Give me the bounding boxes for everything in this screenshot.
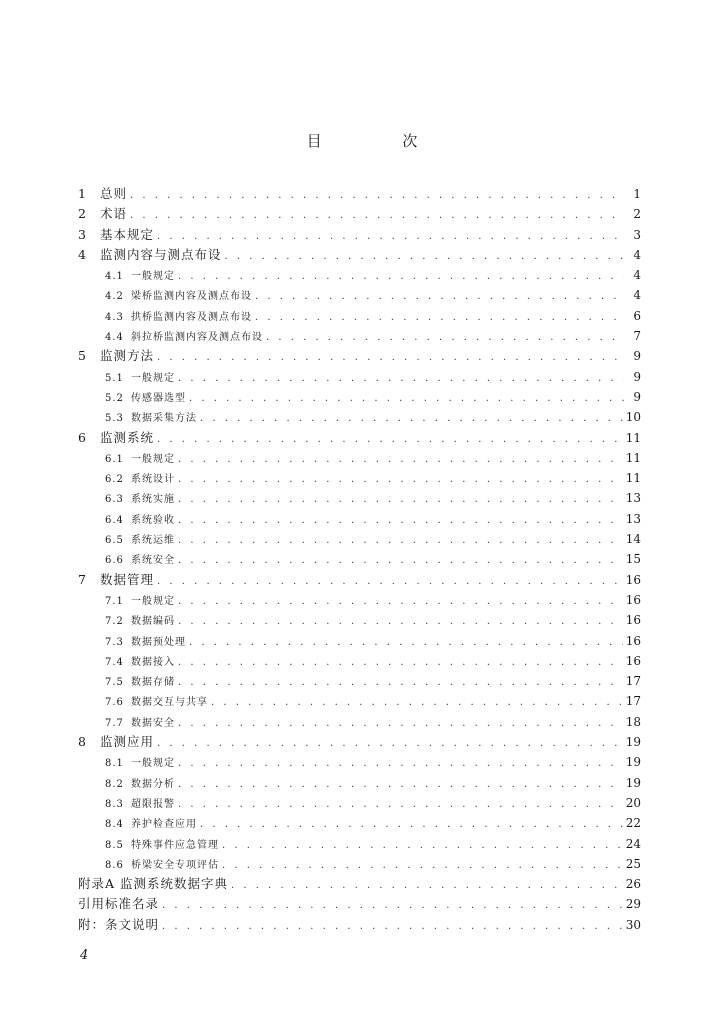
toc-entry-title: 传感器选型 (131, 392, 186, 404)
toc-entry-page: 11 (625, 471, 641, 486)
toc-entry-page: 13 (625, 491, 641, 506)
toc-entry[interactable] (78, 225, 641, 245)
toc-entry-title: 附录A 监测系统数据字典 (78, 876, 229, 892)
toc-entry[interactable] (78, 712, 641, 732)
toc-entry[interactable] (78, 691, 641, 711)
toc-leader-dots (255, 308, 624, 328)
toc-entry[interactable] (78, 732, 641, 752)
toc-entry[interactable] (78, 387, 641, 407)
toc-entry-page: 15 (625, 552, 641, 567)
toc-entry-title: 系统运维 (131, 535, 175, 547)
toc-entry-title: 基本规定 (100, 226, 155, 242)
toc-leader-dots (178, 490, 623, 510)
toc-entry-page: 3 (633, 227, 641, 242)
toc-entry-page: 19 (625, 735, 641, 750)
toc-entry[interactable] (78, 265, 641, 285)
toc-entry-number: 6.1 (105, 453, 124, 465)
toc-leader-dots (222, 856, 623, 876)
toc-entry-title: 监测应用 (100, 734, 155, 750)
toc-entry-page: 11 (625, 430, 641, 445)
toc-leader-dots (178, 592, 623, 612)
toc-entry-title: 数据预处理 (131, 636, 186, 648)
toc-entry-title: 一般规定 (131, 595, 175, 607)
toc-entry[interactable] (78, 671, 641, 691)
toc-entry-title: 附：条文说明 (78, 916, 160, 932)
toc-leader-dots (178, 754, 623, 774)
toc-entry-page: 10 (625, 410, 641, 425)
toc-entry-title: 监测系统 (100, 429, 155, 445)
toc-leader-dots (157, 430, 623, 450)
toc-entry-page: 4 (633, 268, 641, 283)
toc-entry[interactable] (78, 346, 641, 366)
toc-leader-dots (178, 531, 623, 551)
toc-leader-dots (178, 653, 623, 673)
toc-entry-page: 16 (625, 633, 641, 648)
toc-entry[interactable] (78, 651, 641, 671)
toc-entry-title: 一般规定 (131, 372, 175, 384)
toc-entry-number: 7.1 (105, 595, 124, 607)
toc-entry[interactable] (78, 306, 641, 326)
toc-entry-title: 养护检查应用 (131, 819, 197, 831)
toc-entry[interactable] (78, 854, 641, 874)
toc-entry-title: 梁桥监测内容及测点布设 (131, 291, 252, 303)
toc-entry-number: 6.6 (105, 555, 124, 567)
toc-leader-dots (222, 836, 623, 856)
toc-entry-title: 数据交互与共享 (131, 697, 208, 709)
toc-entry-page: 4 (633, 247, 641, 262)
toc-entry[interactable] (78, 813, 641, 833)
toc-entry-page: 2 (633, 207, 641, 222)
toc-entry-number: 7 (78, 571, 86, 587)
toc-leader-dots (200, 815, 623, 835)
toc-entry[interactable] (78, 834, 641, 854)
toc-entry-number: 5.1 (105, 372, 124, 384)
toc-entry-page: 19 (625, 775, 641, 790)
toc-entry-number: 7.6 (105, 697, 124, 709)
toc-entry-number: 8.3 (105, 798, 124, 810)
toc-entry-number: 4.2 (105, 291, 124, 303)
toc-entry-number: 8.5 (105, 839, 124, 851)
toc-entry-number: 5.3 (105, 413, 124, 425)
toc-entry[interactable] (78, 407, 641, 427)
toc-entry-number: 6.2 (105, 474, 124, 486)
toc-entry-page: 9 (633, 369, 641, 384)
toc-leader-dots (189, 633, 623, 653)
toc-entry[interactable] (78, 570, 641, 590)
toc-entry-title: 监测内容与测点布设 (100, 246, 222, 262)
toc-leader-dots (200, 409, 623, 429)
toc-entry-title: 一般规定 (131, 453, 175, 465)
toc-leader-dots (162, 896, 623, 916)
toc-entry-title: 监测方法 (100, 348, 155, 364)
toc-entry-page: 30 (625, 917, 641, 932)
toc-leader-dots (178, 511, 623, 531)
toc-leader-dots (266, 328, 624, 348)
toc-entry[interactable] (78, 793, 641, 813)
toc-entry-number: 7.4 (105, 656, 124, 668)
toc-entry-title: 一般规定 (131, 758, 175, 770)
toc-entry-number: 4.3 (105, 311, 124, 323)
toc-leader-dots (157, 572, 623, 592)
toc-entry-title: 特殊事件应急管理 (131, 839, 219, 851)
page-title: 目 次 (306, 132, 456, 150)
toc-entry-title: 拱桥监测内容及测点布设 (131, 311, 252, 323)
toc-entry-page: 14 (625, 532, 641, 547)
toc-entry-number: 2 (78, 206, 86, 222)
toc-entry-title: 系统验收 (131, 514, 175, 526)
toc-entry-title: 数据编码 (131, 616, 175, 628)
toc-leader-dots (211, 693, 623, 713)
toc-entry-number: 3 (78, 226, 86, 242)
toc-entry-page: 17 (625, 694, 641, 709)
toc-entry[interactable] (78, 590, 641, 610)
toc-entry-title: 数据安全 (131, 717, 175, 729)
toc-entry-page: 22 (625, 816, 641, 831)
toc-entry[interactable] (78, 529, 641, 549)
toc-entry-page: 16 (625, 653, 641, 668)
toc-entry-title: 总则 (100, 186, 128, 201)
toc-leader-dots (178, 470, 623, 490)
toc-entry-page: 11 (625, 450, 641, 465)
toc-entry-page: 16 (625, 572, 641, 587)
toc-entry[interactable] (78, 631, 641, 651)
toc-entry-number: 6 (78, 429, 86, 445)
toc-entry[interactable] (78, 874, 641, 894)
toc-entry-number: 8.2 (105, 778, 124, 790)
toc-entry-number: 8.4 (105, 819, 124, 831)
toc-entry-number: 7.3 (105, 636, 124, 648)
toc-entry-number: 6.5 (105, 535, 124, 547)
toc-entry-title: 桥梁安全专项评估 (131, 859, 219, 871)
toc-leader-dots (178, 450, 623, 470)
toc-entry-page: 17 (625, 674, 641, 689)
toc-leader-dots (157, 227, 624, 247)
toc-entry-number: 8.1 (105, 758, 124, 770)
toc-entry-title: 数据采集方法 (131, 413, 197, 425)
toc-entry[interactable] (78, 549, 641, 569)
toc-entry[interactable] (78, 773, 641, 793)
toc-entry-title: 术语 (100, 206, 128, 222)
toc-entry[interactable] (78, 894, 641, 914)
toc-entry-title: 系统安全 (131, 555, 175, 567)
toc-leader-dots (178, 775, 623, 795)
toc-entry-page: 9 (633, 389, 641, 404)
toc-entry-page: 9 (633, 349, 641, 364)
toc-leader-dots (255, 287, 624, 307)
toc-entry-number: 6.4 (105, 514, 124, 526)
toc-entry-title: 超限报警 (131, 798, 175, 810)
toc-entry-title: 数据分析 (131, 778, 175, 790)
toc-entry-title: 数据存储 (131, 677, 175, 689)
toc-entry-number: 8.6 (105, 859, 124, 871)
toc-leader-dots (178, 714, 623, 734)
toc-leader-dots (178, 267, 624, 287)
toc-entry-page: 25 (625, 856, 641, 871)
toc-entry-number: 8 (78, 734, 86, 750)
toc-entry-page: 6 (633, 308, 641, 323)
toc-entry-number: 6.3 (105, 494, 124, 506)
toc-entry-title: 斜拉桥监测内容及测点布设 (131, 332, 263, 344)
page-number: 4 (80, 948, 89, 963)
toc-entry[interactable] (78, 509, 641, 529)
toc-entry-page: 13 (625, 511, 641, 526)
toc-entry-page: 20 (625, 795, 641, 810)
toc-leader-dots (178, 369, 624, 389)
toc-entry-number: 7.5 (105, 677, 124, 689)
toc-entry[interactable] (78, 915, 641, 935)
toc-entry-title: 系统实施 (131, 494, 175, 506)
toc-entry-page: 19 (625, 755, 641, 770)
toc-entry-number: 4 (78, 246, 86, 262)
toc-entry-title: 引用标准名录 (78, 896, 160, 912)
toc-leader-dots (178, 612, 623, 632)
toc-entry[interactable] (78, 752, 641, 772)
toc-entry-page: 16 (625, 592, 641, 607)
toc-leader-dots (189, 389, 624, 409)
toc-entry[interactable] (78, 468, 641, 488)
toc-entry[interactable] (78, 367, 641, 387)
toc-entry[interactable] (78, 245, 641, 265)
toc-entry[interactable] (78, 326, 641, 346)
toc-leader-dots (130, 206, 624, 226)
toc-leader-dots (162, 917, 623, 937)
toc-entry-page: 29 (625, 897, 641, 912)
toc-entry-number: 4.1 (105, 271, 124, 283)
toc-entry-page: 26 (625, 877, 641, 892)
toc-leader-dots (130, 186, 624, 206)
toc-entry-title: 一般规定 (131, 271, 175, 283)
toc-entry[interactable] (78, 448, 641, 468)
toc-entry-page: 7 (633, 329, 641, 344)
toc-entry-page: 1 (633, 187, 641, 201)
toc-entry-page: 4 (633, 288, 641, 303)
toc-entry[interactable] (78, 610, 641, 630)
toc-leader-dots (225, 247, 624, 267)
toc-entry-title: 数据接入 (131, 656, 175, 668)
toc-entry[interactable] (78, 184, 641, 204)
toc-entry-title: 系统设计 (131, 474, 175, 486)
table-of-contents (78, 184, 641, 935)
toc-leader-dots (178, 551, 623, 571)
toc-leader-dots (157, 734, 623, 754)
toc-entry-number: 4.4 (105, 332, 124, 344)
toc-entry[interactable] (78, 204, 641, 224)
toc-entry[interactable] (78, 285, 641, 305)
toc-entry-page: 18 (625, 714, 641, 729)
toc-leader-dots (178, 673, 623, 693)
toc-entry-number: 5.2 (105, 392, 124, 404)
toc-leader-dots (157, 348, 624, 368)
toc-entry-page: 24 (625, 836, 641, 851)
toc-entry[interactable] (78, 428, 641, 448)
toc-entry-page: 16 (625, 613, 641, 628)
toc-entry[interactable] (78, 488, 641, 508)
toc-entry-title: 数据管理 (100, 571, 155, 587)
toc-entry-number: 1 (78, 186, 86, 201)
toc-entry-number: 7.2 (105, 616, 124, 628)
toc-leader-dots (231, 876, 623, 896)
toc-entry-number: 5 (78, 348, 86, 364)
toc-leader-dots (178, 795, 623, 815)
toc-entry-number: 7.7 (105, 717, 124, 729)
